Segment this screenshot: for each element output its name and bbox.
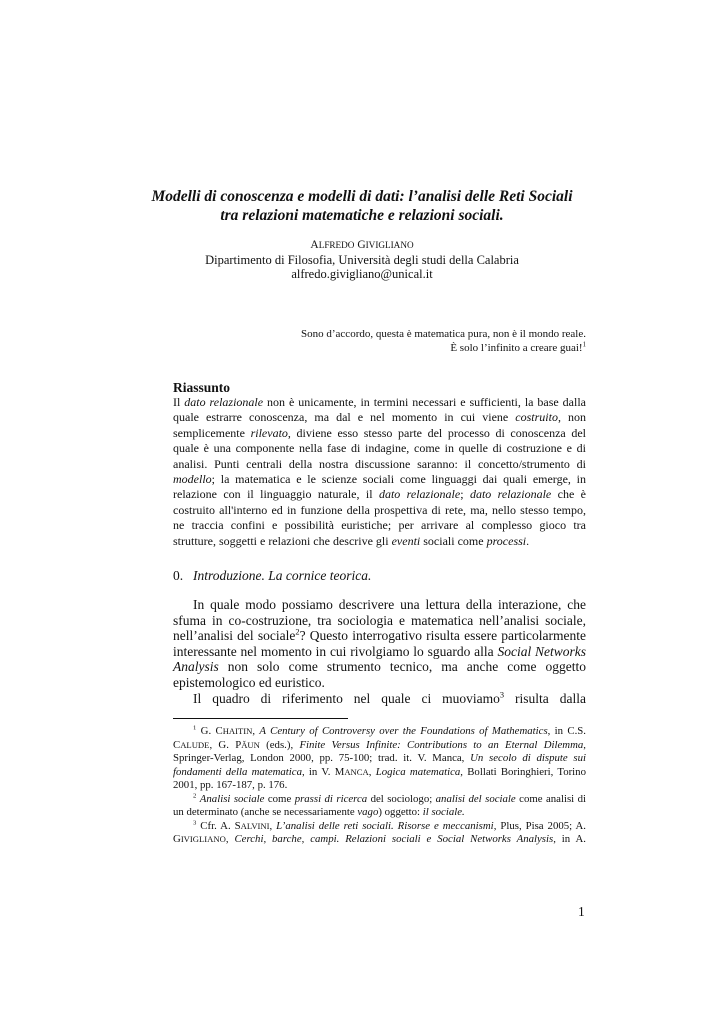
text-line: quale è una componente nella fase di indagine, come in quelle di costruzione e di [173,441,586,456]
text-line: semplicemente rilevato, diviene esso stesso parte del processo di conoscenza del [173,425,586,440]
epigraph-line: È solo l’infinito a creare guai!$^1$ [450,341,586,354]
footnote-ref[interactable]: 1 [582,341,586,349]
text-line: In quale modo possiamo descrivere una lettura della interazione, che [193,597,586,612]
epigraph-line: Sono d’accordo, questa è matematica pura, non è il mondo reale. [301,328,586,340]
footnote-line: un determinato (anche se necessariamente vago) oggetto: il sociale. [173,806,465,818]
text-line: interessante nel momento in cui rivolgiamo lo sguardo alla Social Networks [173,643,587,659]
text-line: modello; la matematica e le scienze sociali come linguaggi dai quali emerge, in [173,472,586,487]
text-line: Analysis non solo come strumento tecnico, ma anche come oggetto [173,659,586,675]
text-line: Il dato relazionale non è unicamente, in termini necessari e sufficienti, la base dalla [173,395,586,409]
section-number: 0. [173,568,184,583]
epigraph [166,327,586,355]
paper-title [0,187,724,225]
footnotes [173,725,586,847]
text-line: sfuma in co-costruzione, tra sociologia e matematica nell’analisi sociale, [173,612,586,628]
text-line: ne traccia confini e possibilità euristiche; per arrivare al complesso gioco tra [173,518,586,533]
text-line: nell’analisi del sociale$^2$? Questo interrogativo risulta essere particolarmente [173,627,586,644]
footnote-line: $^3$ Cfr. A. SALVINI, L’analisi delle reti sociali. Risorse e meccanismi, Plus, Pisa 2005; A. [193,818,586,832]
text-line: costruito all'interno ed in funzione della prospettiva di rete, ma, nello stesso tempo, [173,502,586,517]
footnote-ref[interactable]: 2 [295,627,300,637]
author-email: alfredo.givigliano@unical.it [291,267,433,281]
title-line: Modelli di conoscenza e modelli di dati: l’analisi delle Reti Sociali [151,188,573,205]
footnote-line: GIVIGLIANO, Cerchi, barche, campi. Relazioni sociali e Social Networks Analysis, in A. [173,833,586,845]
text-line: epistemologico ed euristico. [173,674,325,690]
text-line: analisi. Punti centrali della nostra discussione saranno: il concetto/strumento di [173,456,586,471]
page-number: 1 [578,904,585,919]
abstract-text [173,395,586,549]
author-block [0,238,724,282]
author-name: ALFREDO GIVIGLIANO [310,239,414,251]
title-line: tra relazioni matematiche e relazioni sociali. [220,207,504,224]
footnote-ref[interactable]: 3 [499,690,505,700]
footnote-line: fondamenti della matematica, in V. MANCA, Logica matematica, Bollati Boringhieri, Torino [173,765,586,778]
text-line: Il quadro di riferimento nel quale ci muoviamo$^3$ risulta dalla [193,690,586,706]
footnote-line: $^1$ G. CHAITIN, A Century of Controversy over the Foundations of Mathematics, in C.S. [193,724,586,737]
footnote-line: CALUDE, G. PĂUN (eds.), Finite Versus Infinite: Contributions to an Eternal Dilemma, [173,738,586,751]
footnote-line: Springer-Verlag, London 2000, pp. 75-100; trad. it. V. Manca, Un secolo di dispute sui [173,752,586,764]
footnote-line: 2001, pp. 167-187, p. 176. [173,779,288,791]
footnote-line: $^2$ Analisi sociale come prassi di ricerca del sociologo; analisi del sociale come analisi di [193,791,587,805]
section-title: Introduzione. La cornice teorica. [193,568,372,583]
body-text [173,597,586,706]
footnote-separator [173,718,348,719]
text-line: quale estrarre conoscenza, ma dal e nel momento in cui viene costruito, non [173,410,587,425]
text-line: strutture, soggetti e relazioni che descrive gli eventi sociali come processi. [173,533,530,548]
author-department: Dipartimento di Filosofia, Università degli studi della Calabria [205,252,519,267]
text-line: relazione con il linguaggio naturale, il dato relazionale; dato relazionale che è [173,487,586,502]
abstract-heading: Riassunto [173,380,231,395]
section-heading [173,568,371,584]
